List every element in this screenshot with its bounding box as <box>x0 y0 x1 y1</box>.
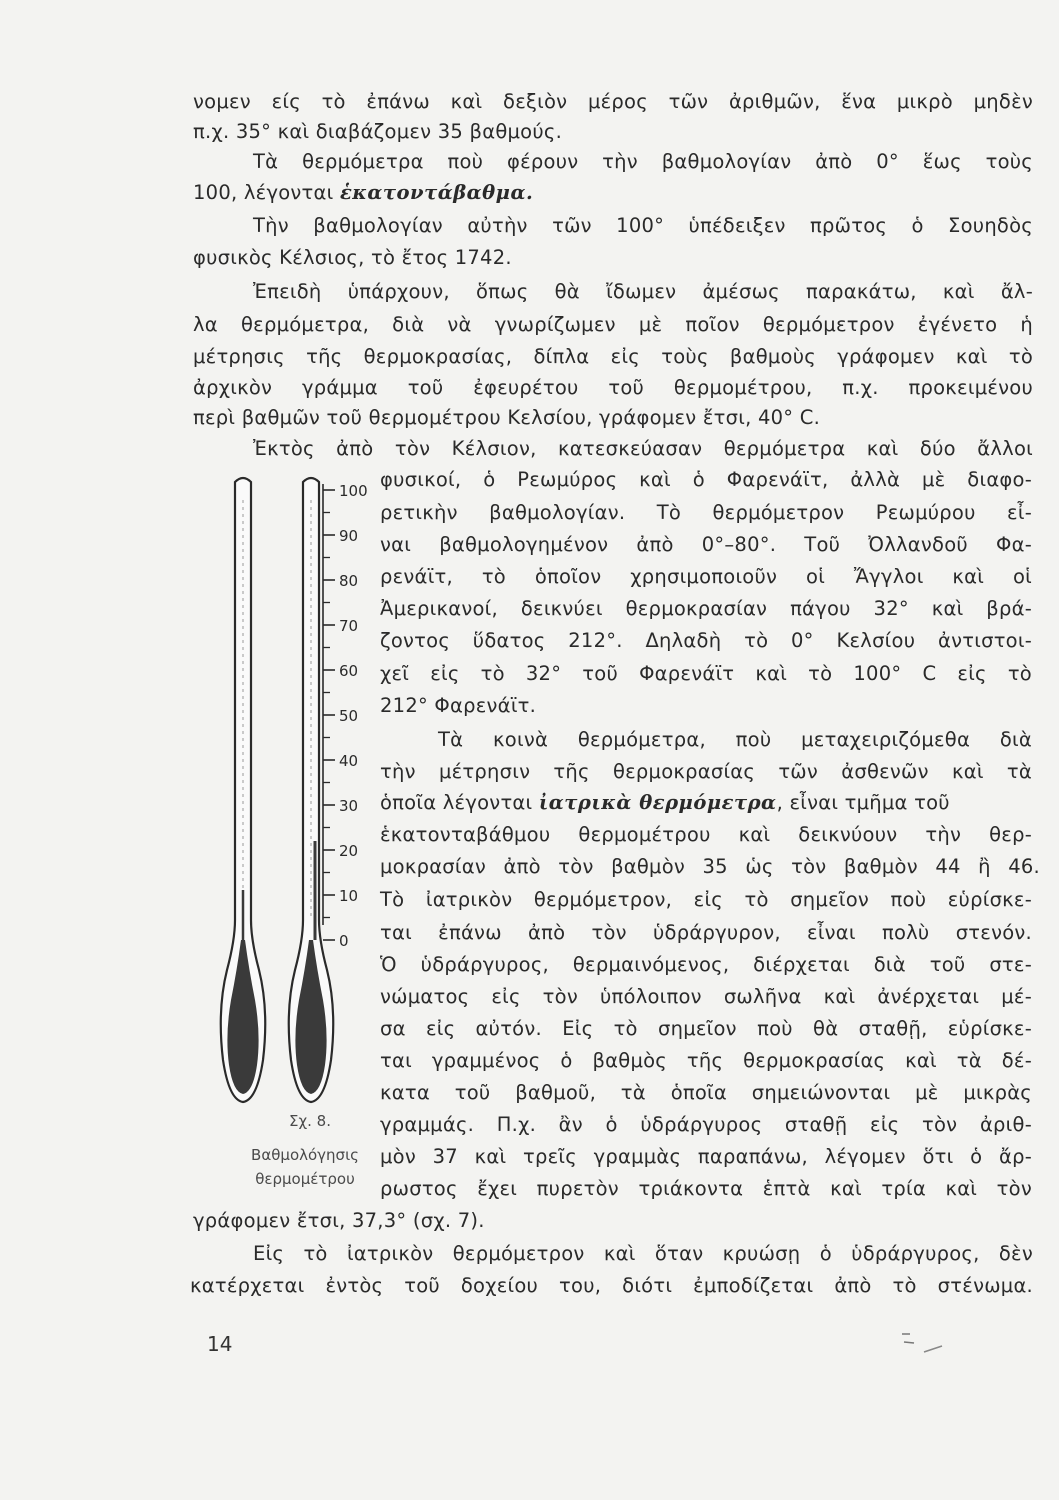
text-line: περὶ βαθμῶν τοῦ θερμομέτρου Κελσίου, γράφομεν ἔτσι, 40° C. <box>193 406 821 429</box>
text-line: Τὰ θερμόμετρα ποὺ φέρουν τὴν βαθμολογίαν ἀπὸ 0° ἕως τοὺς <box>253 150 1033 173</box>
text-line: Ἐκτὸς ἀπὸ τὸν Κέλσιον, κατεσκεύασαν θερμόμετρα καὶ δύο ἄλλοι <box>253 437 1033 460</box>
text-line: νομεν είς τὸ ἐπάνω καὶ δεξιὸν μέρος τῶν ἀριθμῶν, ἕνα μικρὸ μηδὲν <box>193 90 1033 113</box>
text-line: φυσικὸς Κέλσιος, τὸ ἔτος 1742. <box>193 246 512 269</box>
text-line: τὴν μέτρησιν τῆς θερμοκρασίας τῶν ἀσθενῶν καὶ τὰ <box>380 760 1032 783</box>
text-line <box>380 789 1032 817</box>
scale-label: 100 <box>339 482 368 500</box>
graduated-thermometer <box>289 478 368 1102</box>
text-line: ἑκατονταβάθμου θερμομέτρου καὶ δεικνύουν τὴν θερ- <box>380 823 1032 846</box>
text-segment: , εἶναι τμῆμα τοῦ <box>776 791 950 814</box>
text-line: σα εἰς αὐτόν. Εἰς τὸ σημεῖον ποὺ θὰ σταθῇ, εὑρίσκε- <box>380 1017 1032 1040</box>
text-line: Τὰ κοινὰ θερμόμετρα, ποὺ μεταχειριζόμεθα διὰ <box>438 728 1032 751</box>
text-line: ρωστος ἔχει πυρετὸν τριάκοντα ἑπτὰ καὶ τρία καὶ τὸν <box>380 1177 1032 1200</box>
text-line: Τὸ ἰατρικὸν θερμόμετρον, εἰς τὸ σημεῖον ποὺ εὑρίσκε- <box>380 888 1032 911</box>
scale-label: 70 <box>339 617 359 635</box>
text-line: νώματος εἰς τὸν ὑπόλοιπον σωλῆνα καὶ ἀνέρχεται μέ- <box>380 985 1032 1008</box>
text-line: Ἀμερικανοί, δεικνύει θερμοκρασίαν πάγου 32° καὶ βρά- <box>380 597 1032 620</box>
text-line: μέτρησις τῆς θερμοκρασίας, δίπλα εἰς τοὺς βαθμοὺς γράφομεν καὶ τὸ <box>193 345 1033 368</box>
figure-caption-number: Σχ. 8. <box>289 1112 331 1130</box>
text-line: π.χ. 35° καὶ διαβάζομεν 35 βαθμούς. <box>193 120 563 143</box>
text-segment: 100, λέγονται <box>193 181 340 204</box>
text-line: Εἰς τὸ ἰατρικὸν θερμόμετρον καὶ ὅταν κρυώσῃ ὁ ὑδράργυρος, δὲν <box>253 1242 1033 1265</box>
text-line: κατα τοῦ βαθμοῦ, τὰ ὁποῖα σημειώνονται μὲ μικρὰς <box>380 1081 1032 1104</box>
scale-graduations <box>323 482 368 950</box>
page-number: 14 <box>207 1332 233 1356</box>
text-line: ται ἐπάνω ἀπὸ τὸν ὑδράργυρον, εἶναι πολὺ στενόν. <box>380 921 1032 944</box>
scale-label: 10 <box>339 887 359 905</box>
scale-label: 40 <box>339 752 359 770</box>
plain-thermometer <box>221 478 266 1102</box>
text-line: ζοντος ὕδατος 212°. Δηλαδὴ τὸ 0° Κελσίου ἀντιστοι- <box>380 629 1032 652</box>
text-segment: ὁποῖα λέγονται <box>380 791 539 814</box>
scale-label: 30 <box>339 797 359 815</box>
text-line: φυσικοί, ὁ Ρεωμύρος καὶ ὁ Φαρενάϊτ, ἀλλὰ μὲ διαφο- <box>380 468 1032 491</box>
text-line: ναι βαθμολογημένον ἀπὸ 0°–80°. Τοῦ Ὀλλανδοῦ Φα- <box>380 533 1032 556</box>
figure-caption-subtitle: θερμομέτρου <box>255 1170 355 1188</box>
scale-label: 80 <box>339 572 359 590</box>
text-line: χεῖ εἰς τὸ 32° τοῦ Φαρενάϊτ καὶ τὸ 100° C εἰς τὸ <box>380 662 1032 685</box>
text-line: μοκρασίαν ἀπὸ τὸν βαθμὸν 35 ὡς τὸν βαθμὸν 44 ἢ 46. <box>380 855 1040 878</box>
text-line: μὸν 37 καὶ τρεῖς γραμμὰς παραπάνω, λέγομεν ὅτι ὁ ἄρ- <box>380 1145 1032 1168</box>
text-line: 212° Φαρενάϊτ. <box>380 694 537 717</box>
scale-label: 0 <box>339 932 349 950</box>
text-line: Τὴν βαθμολογίαν αὐτὴν τῶν 100° ὑπέδειξεν πρῶτος ὁ Σουηδὸς <box>253 214 1033 237</box>
text-line: Ὁ ὑδράργυρος, θερμαινόμενος, διέρχεται διὰ τοῦ στε- <box>380 953 1032 976</box>
text-line: ἀρχικὸν γράμμα τοῦ ἐφευρέτου τοῦ θερμομέτρου, π.χ. προκειμένου <box>193 376 1033 399</box>
figure-caption-title: Βαθμολόγησις <box>251 1146 359 1164</box>
text-line: λα θερμόμετρα, διὰ νὰ γνωρίζωμεν μὲ ποῖον θερμόμετρον ἐγένετο ἡ <box>193 313 1033 336</box>
text-line: Ἐπειδὴ ὑπάρχουν, ὅπως θὰ ἴδωμεν ἀμέσως παρακάτω, καὶ ἄλ- <box>253 280 1033 303</box>
thermometer-illustration <box>205 470 385 1110</box>
text-line: ται γραμμένος ὁ βαθμὸς τῆς θερμοκρασίας καὶ τὰ δέ- <box>380 1049 1032 1072</box>
emphasis-term: ἑκατοντάβαθμα. <box>339 181 534 204</box>
text-line: κατέρχεται ἐντὸς τοῦ δοχείου του, διότι ἐμποδίζεται ἀπὸ τὸ στένωμα. <box>190 1274 1033 1297</box>
text-line: ρενάϊτ, τὸ ὁποῖον χρησιμοποιοῦν οἱ Ἄγγλοι καὶ οἱ <box>380 565 1032 588</box>
text-line: γραμμάς. Π.χ. ἂν ὁ ὑδράργυρος σταθῇ εἰς τὸν ἀριθ- <box>380 1113 1032 1136</box>
text-line <box>193 179 1033 207</box>
text-line: ρετικὴν βαθμολογίαν. Τὸ θερμόμετρον Ρεωμύρου εἶ- <box>380 501 1032 524</box>
scale-label: 20 <box>339 842 359 860</box>
scale-label: 90 <box>339 527 359 545</box>
thermometer-figure <box>205 470 385 1110</box>
text-line: γράφομεν ἔτσι, 37,3° (σχ. 7). <box>193 1209 485 1232</box>
paper-specks <box>890 1330 950 1360</box>
emphasis-term: ἰατρικὰ θερμόμετρα <box>538 791 777 814</box>
scale-label: 50 <box>339 707 359 725</box>
scale-label: 60 <box>339 662 359 680</box>
